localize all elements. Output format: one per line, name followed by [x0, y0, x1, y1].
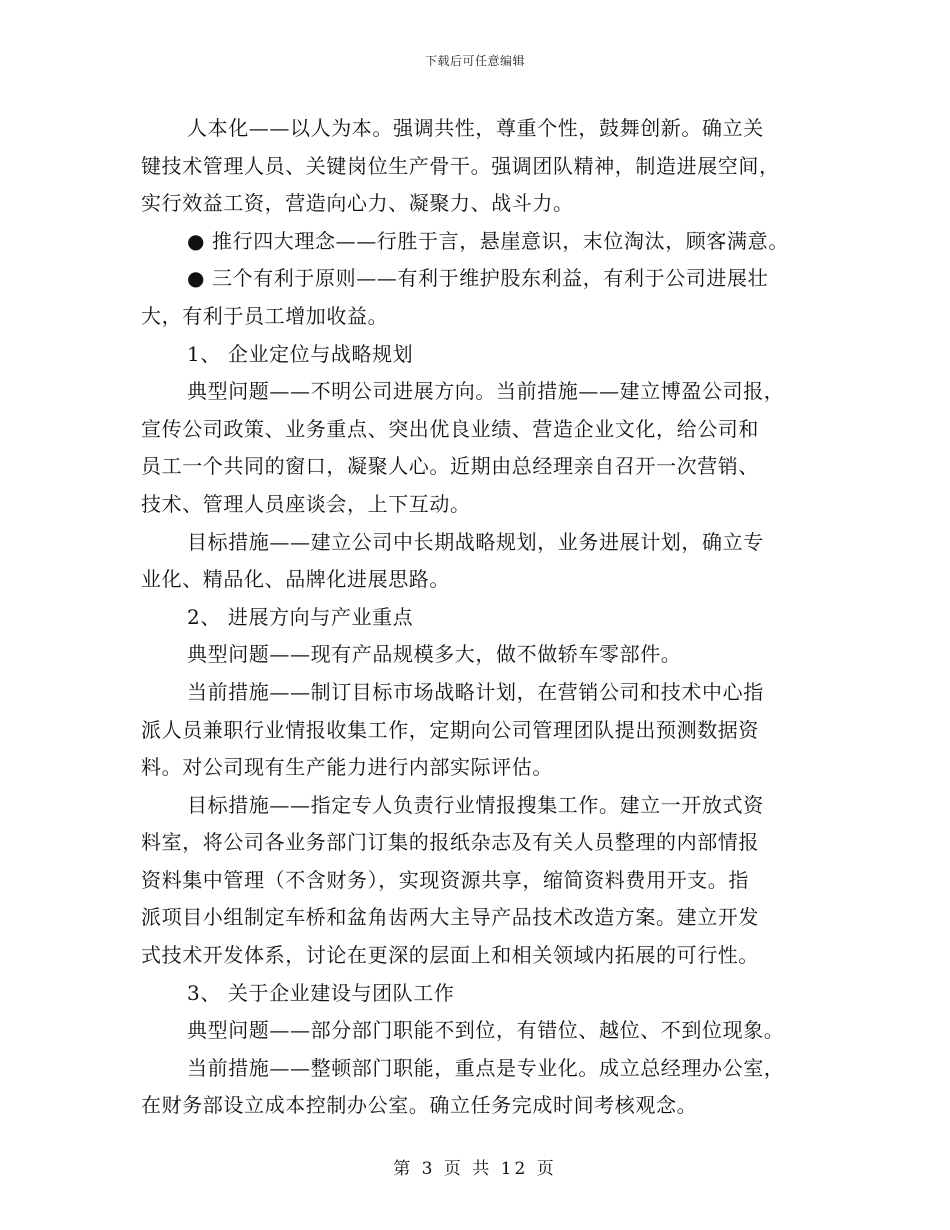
- text-line: 料室，将公司各业务部门订集的报纸杂志及有关人员整理的内部情报: [141, 830, 759, 855]
- text-line: 典型问题——部分部门职能不到位，有错位、越位、不到位现象。: [187, 1018, 785, 1043]
- text-line: 键技术管理人员、关键岗位生产骨干。强调团队精神，制造进展空间，: [141, 153, 780, 178]
- text-line: 业化、精品化、品牌化进展思路。: [141, 567, 450, 592]
- text-line: 目标措施——建立公司中长期战略规划，业务进展计划，确立专: [187, 529, 764, 554]
- text-line: 人本化——以人为本。强调共性，尊重个性，鼓舞创新。确立关: [187, 116, 764, 140]
- text-line: 典型问题——不明公司进展方向。当前措施——建立博盈公司报，: [187, 379, 785, 404]
- text-line: 实行效益工资，营造向心力、凝聚力、战斗力。: [141, 191, 574, 216]
- bullet-line: ● 推行四大理念——行胜于言，悬崖意识，末位淘汰，顾客满意。: [187, 228, 789, 253]
- text-line: 大，有利于员工增加收益。: [141, 303, 389, 328]
- text-line: 典型问题——现有产品规模多大，做不做轿车零部件。: [187, 642, 682, 667]
- page-number-footer: 第 3 页 共 12 页: [393, 1159, 557, 1179]
- text-line: 当前措施——整顿部门职能，重点是专业化。成立总经理办公室，: [187, 1055, 785, 1080]
- text-line: 宣传公司政策、业务重点、突出优良业绩、营造企业文化，给公司和: [141, 416, 759, 441]
- text-line: 派项目小组制定车桥和盆角齿两大主导产品技术改造方案。建立开发: [141, 905, 759, 930]
- text-line: 资料集中管理（不含财务），实现资源共享，缩简资料费用开支。指: [141, 867, 749, 892]
- text-line: 技术、管理人员座谈会，上下互动。: [141, 491, 471, 516]
- section-heading: 1、 企业定位与战略规划: [187, 341, 414, 366]
- text-line: 在财务部设立成本控制办公室。确立任务完成时间考核观念。: [141, 1093, 698, 1118]
- text-line: 式技术开发体系，讨论在更深的层面上和相关领域内拓展的可行性。: [141, 943, 759, 968]
- section-heading: 3、 关于企业建设与团队工作: [187, 980, 455, 1005]
- text-line: 料。对公司现有生产能力进行内部实际评估。: [141, 755, 553, 780]
- text-line: 当前措施——制订目标市场战略计划，在营销公司和技术中心指: [187, 679, 764, 704]
- text-line: 派人员兼职行业情报收集工作，定期向公司管理团队提出预测数据资: [141, 717, 759, 742]
- page-header: 下载后可任意编辑: [424, 54, 525, 68]
- text-line: 目标措施——指定专人负责行业情报搜集工作。建立一开放式资: [187, 792, 764, 817]
- bullet-line: ● 三个有利于原则——有利于维护股东利益，有利于公司进展壮: [187, 266, 769, 291]
- document-body: [141, 110, 821, 1125]
- section-heading: 2、 进展方向与产业重点: [187, 604, 414, 629]
- text-line: 员工一个共同的窗口，凝聚人心。近期由总经理亲自召开一次营销、: [141, 454, 759, 479]
